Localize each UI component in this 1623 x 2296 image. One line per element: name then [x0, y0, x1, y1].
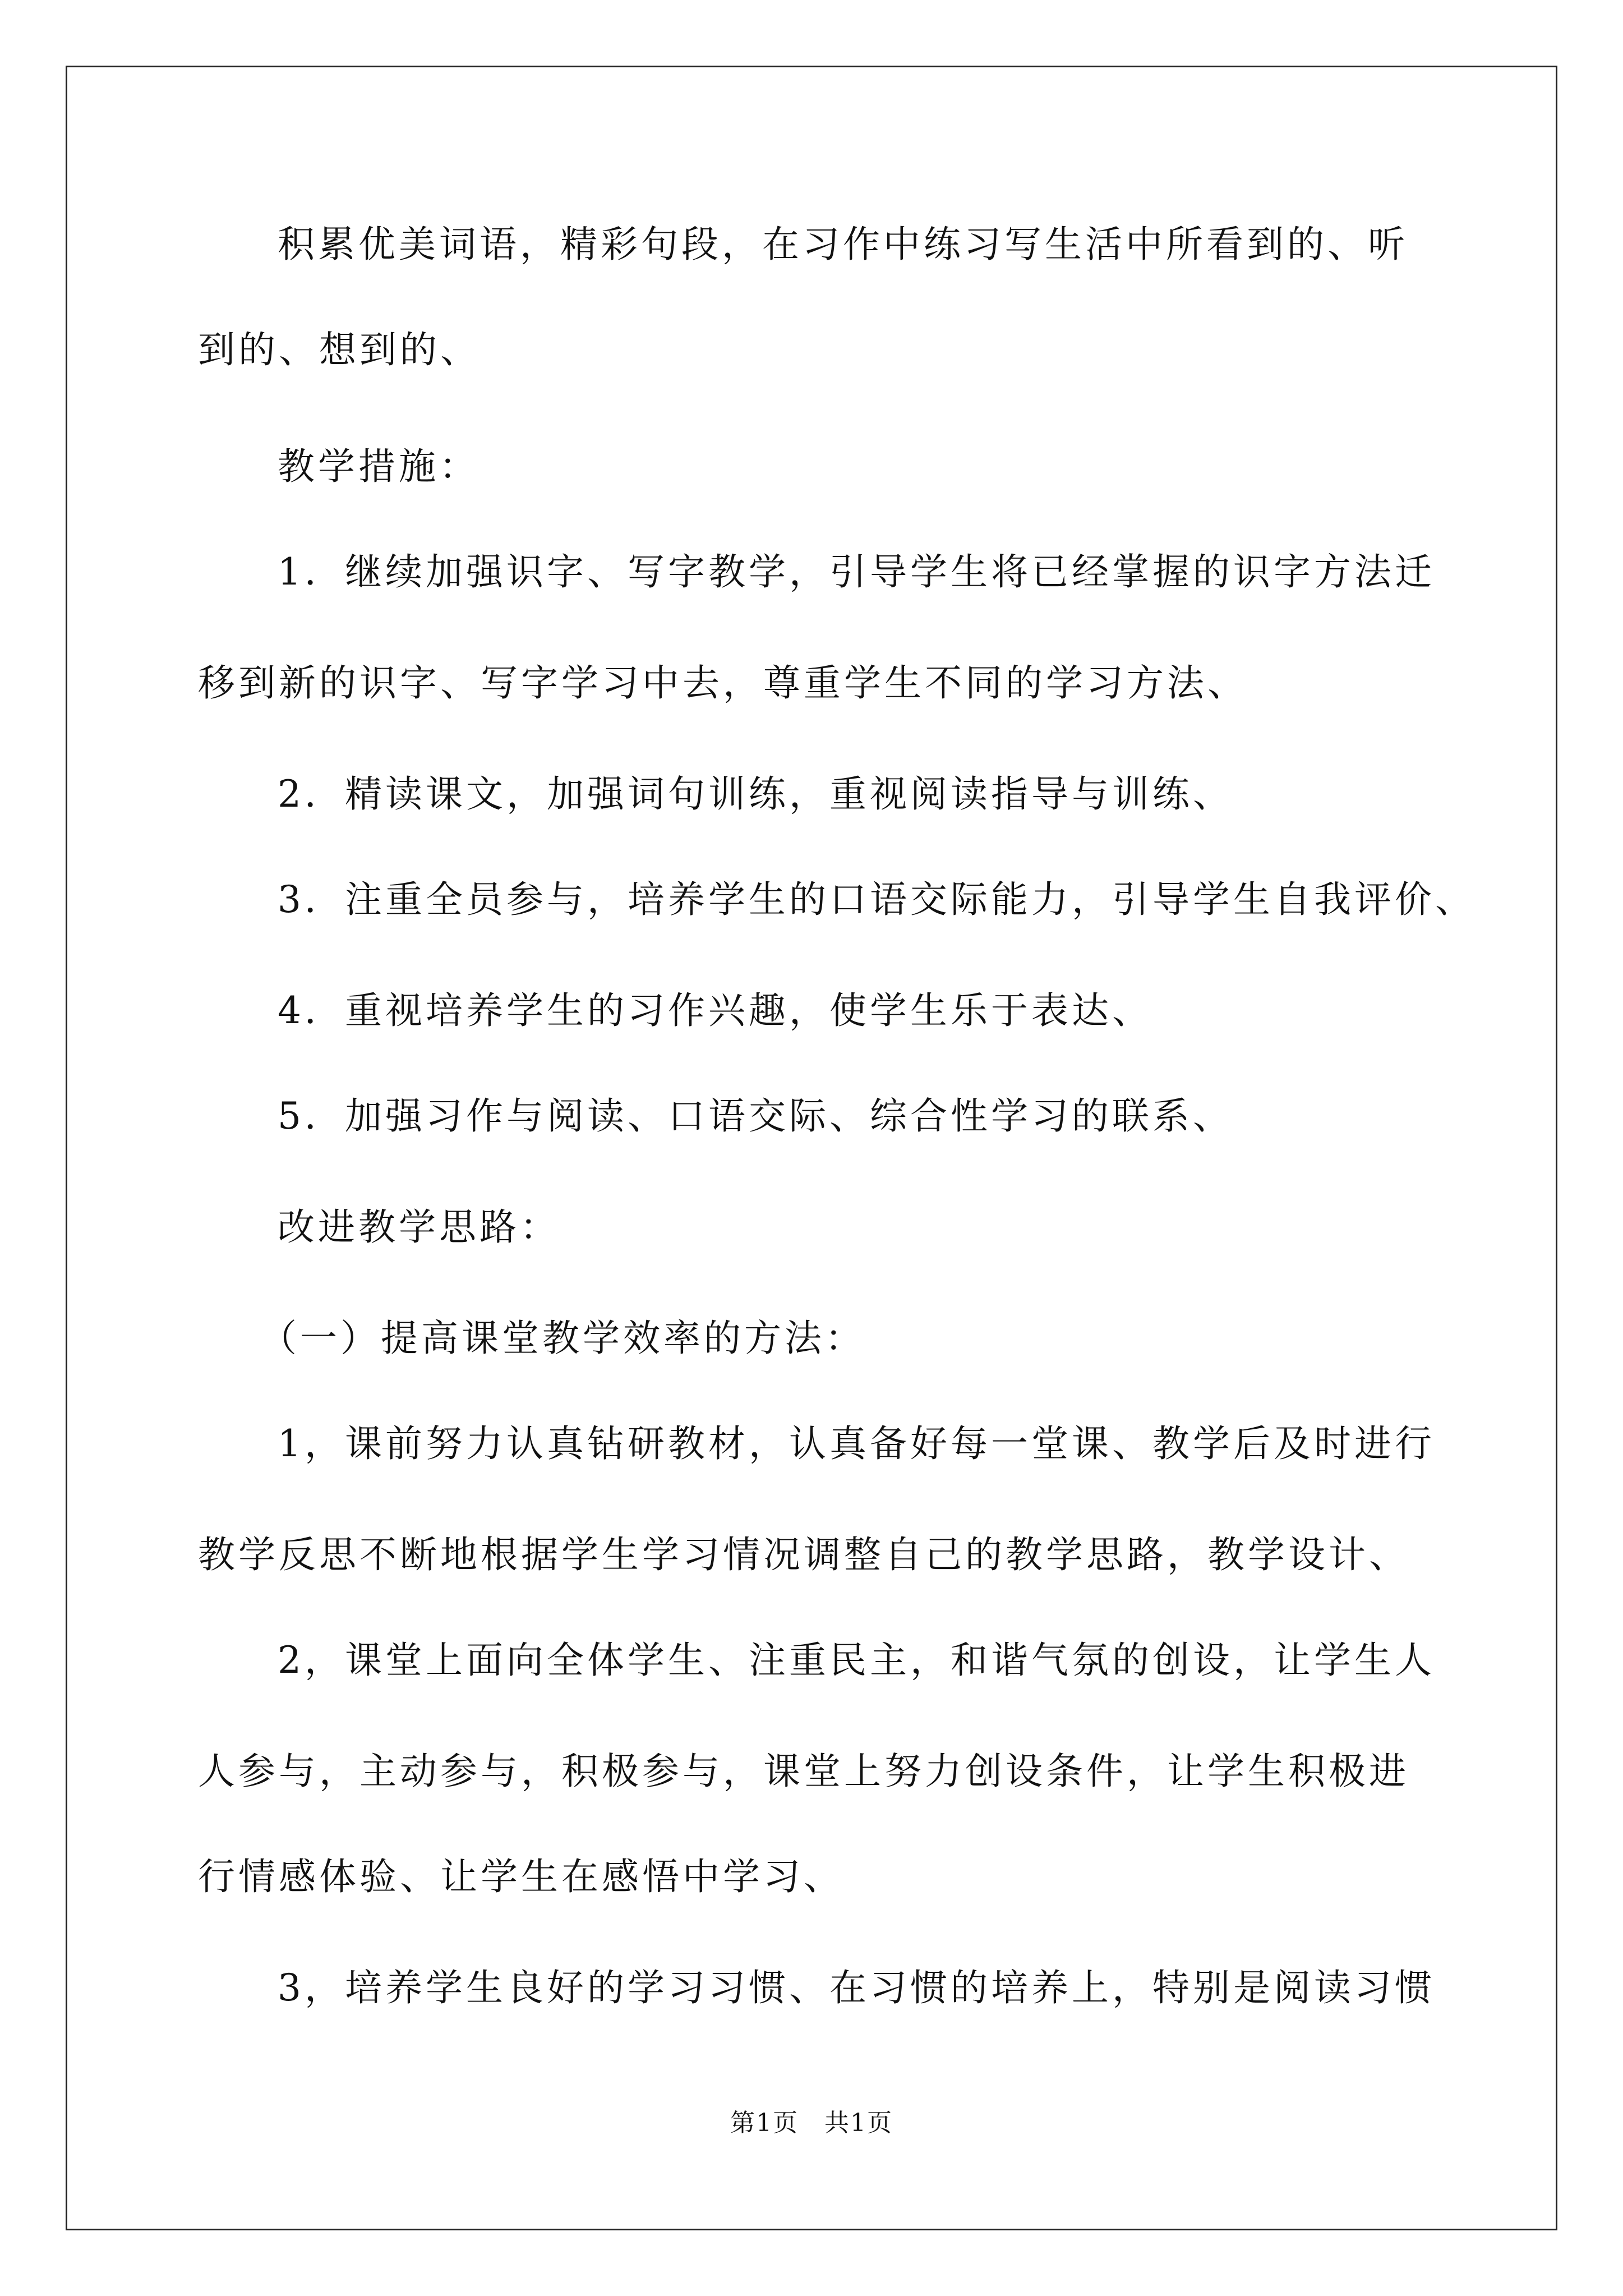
paragraph-line: 2．精读课文，加强词句训练，重视阅读指导与训练、 — [278, 772, 1233, 816]
paragraph-line: 3．注重全员参与，培养学生的口语交际能力，引导学生自我评价、 — [278, 878, 1476, 921]
paragraph-line: 3，培养学生良好的学习习惯、在习惯的培养上，特别是阅读习惯 — [278, 1966, 1435, 2009]
paragraph-line: 人参与，主动参与，积极参与，课堂上努力创设条件，让学生积极进 — [198, 1750, 1409, 1793]
page-border — [66, 66, 1557, 2230]
paragraph-line: 到的、想到的、 — [198, 328, 481, 371]
section-heading: 改进教学思路： — [278, 1205, 560, 1249]
paragraph-line: 1．继续加强识字、写字教学，引导学生将已经掌握的识字方法迁 — [278, 550, 1435, 593]
paragraph-line: 1，课前努力认真钻研教材，认真备好每一堂课、教学后及时进行 — [278, 1422, 1435, 1465]
paragraph-line: 4．重视培养学生的习作兴趣，使学生乐于表达、 — [278, 989, 1152, 1032]
paragraph-line: 5．加强习作与阅读、口语交际、综合性学习的联系、 — [278, 1094, 1233, 1138]
paragraph-line: 2，课堂上面向全体学生、注重民主，和谐气氛的创设，让学生人 — [278, 1639, 1435, 1682]
section-heading: 教学措施： — [278, 445, 479, 488]
subsection-heading: （一）提高课堂教学效率的方法： — [260, 1317, 865, 1360]
paragraph-line: 教学反思不断地根据学生学习情况调整自己的教学思路，教学设计、 — [198, 1533, 1409, 1576]
paragraph-line: 行情感体验、让学生在感悟中学习、 — [198, 1855, 844, 1898]
paragraph-line: 移到新的识字、写字学习中去，尊重学生不同的学习方法、 — [198, 661, 1248, 705]
page-number-footer: 第1页 共1页 — [730, 2109, 893, 2137]
paragraph-line: 积累优美词语，精彩句段，在习作中练习写生活中所看到的、听 — [278, 223, 1408, 266]
